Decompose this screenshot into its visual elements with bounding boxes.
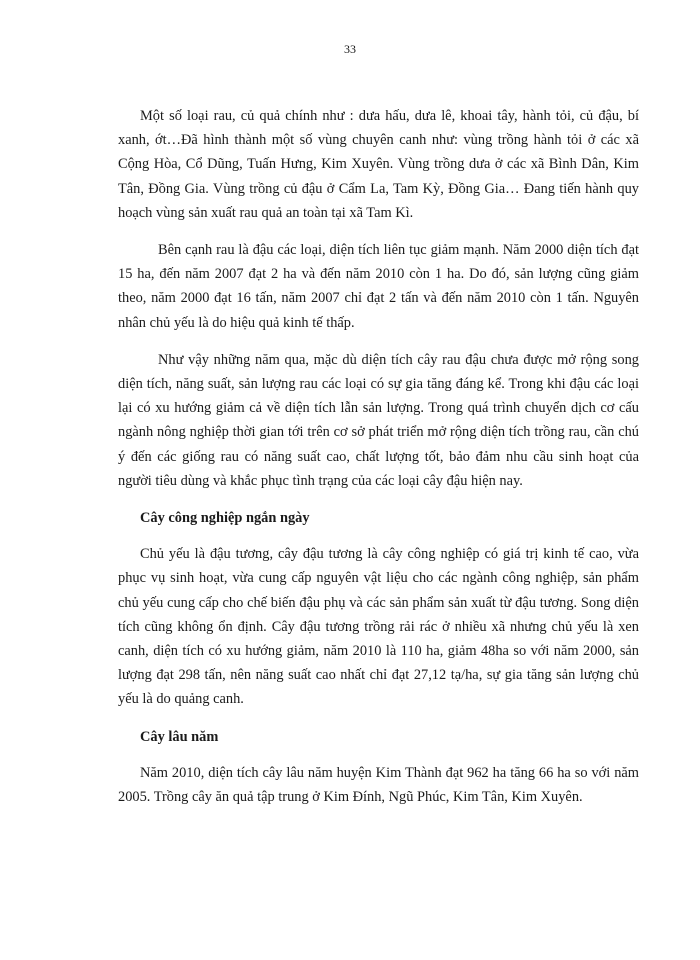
heading-short-term-industrial-crops: Cây công nghiệp ngắn ngày — [140, 510, 310, 527]
heading-perennial-crops: Cây lâu năm — [140, 728, 219, 745]
paragraph-perennial: Năm 2010, diện tích cây lâu năm huyện Kim Thành đạt 962 ha tăng 66 ha so với năm 2005. Trồng cây ăn quả tập trung ở Kim Đính, Ngũ Phúc, Kim Tân, Kim Xuyên. — [118, 764, 639, 806]
page-content — [118, 104, 639, 809]
page-number: 33 — [344, 42, 356, 56]
paragraph-summary: Như vậy những năm qua, mặc dù diện tích cây rau đậu chưa được mở rộng song diện tích, năng suất, sản lượng rau các loại có sự gia tăng đáng kể. Trong khi đậu các loại lại có xu hướng giảm cả về diện tích lẫn sản lượng. Trong quá trình chuyển dịch cơ cấu ngành nông nghiệp thời gian tới trên cơ sở phát triển mở rộng diện tích trồng rau, cần chú ý đến các giống rau có năng suất cao, chất lượng tốt, bảo đảm nhu cầu sinh hoạt của người tiêu dùng và khắc phục tình trạng của các loại cây đậu hiện nay. — [118, 351, 639, 489]
paragraph-vegetables: Một số loại rau, củ quả chính như : dưa hấu, dưa lê, khoai tây, hành tỏi, củ đậu, bí xanh, ớt…Đã hình thành một số vùng chuyên canh như: vùng trồng hành tỏi ở các xã Cộng Hòa, Cổ Dũng, Tuấn Hưng, Kim Xuyên. Vùng trồng dưa ở các xã Bình Dân, Kim Tân, Đồng Gia. Vùng trồng củ đậu ở Cẩm La, Tam Kỳ, Đồng Gia… Đang tiến hành quy hoạch vùng sản xuất rau quả an toàn tại xã Tam Kì. — [118, 108, 639, 221]
paragraph-beans: Bên cạnh rau là đậu các loại, diện tích liên tục giảm mạnh. Năm 2000 diện tích đạt 15 ha, đến năm 2007 đạt 2 ha và đến năm 2010 còn 1 ha. Do đó, sản lượng cũng giảm theo, năm 2000 đạt 16 tấn, năm 2007 chỉ đạt 2 tấn và đến năm 2010 còn 1 tấn. Nguyên nhân chủ yếu là do hiệu quả kinh tế thấp. — [118, 242, 639, 331]
paragraph-soybean: Chủ yếu là đậu tương, cây đậu tương là cây công nghiệp có giá trị kinh tế cao, vừa phục vụ sinh hoạt, vừa cung cấp nguyên vật liệu cho các ngành công nghiệp, sản phẩm chủ yếu cung cấp cho chế biến đậu phụ và các sản phẩm sản xuất từ đậu tương. Song diện tích cũng không ổn định. Cây đậu tương trồng rải rác ở nhiều xã nhưng chủ yếu là xen canh, diện tích có xu hướng giảm, năm 2010 là 110 ha, giảm 48ha so với năm 2000, sản lượng đạt 298 tấn, nên năng suất cao nhất chỉ đạt 27,12 tạ/ha, sự gia tăng sản lượng chủ yếu là do quảng canh. — [118, 546, 639, 708]
